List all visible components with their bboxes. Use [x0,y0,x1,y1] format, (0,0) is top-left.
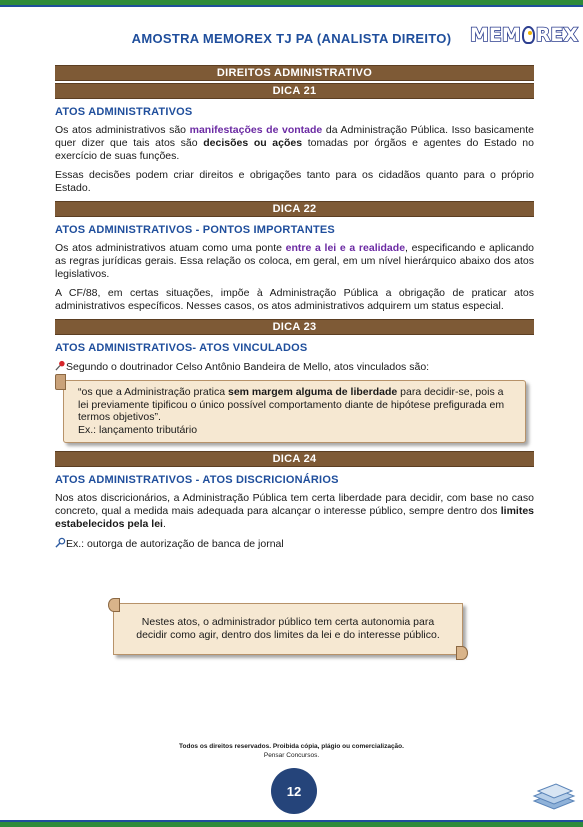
dica-22-bar: DICA 22 [55,201,534,217]
section-bar: DIREITOS ADMINISTRATIVO [55,65,534,81]
dica-22-paragraph-2: A CF/88, em certas situações, impõe à Administração Pública a obrigação de praticar atos administrativos específicos. Nesses casos, os atos administrativos adquirem um status especial. [55,287,534,312]
lightbulb-icon [522,26,535,44]
dica-24-bar: DICA 24 [55,451,534,467]
page-number: 12 [271,768,317,814]
document-title: AMOSTRA MEMOREX TJ PA (ANALISTA DIREITO) [131,31,452,46]
dica-21-paragraph-1: Os atos administrativos são manifestações de vontade da Administração Pública. Isso basicamente quer dizer que tais atos são decisões ou ações tomadas por órgãos e agentes do Estado no exercício de suas funções. [55,124,535,162]
quote-box: “os que a Administração pratica sem margem alguma de liberdade para decidir-se, pois a lei previamente tipificou o único possível comportamento diante de hipótese prefigurada em termos objetivos”. Ex.: lançamento tributário [63,380,526,443]
dica-24-paragraph-1: Nos atos discricionários, a Administração Pública tem certa liberdade para decidir, com base no caso concreto, qual a medida mais adequada para alcançar o interesse público, sempre dentro dos limites estabelecidos pela lei. [55,492,534,530]
quote-example: Ex.: lançamento tributário [78,423,198,436]
dica-23-heading: ATOS ADMINISTRATIVOS- ATOS VINCULADOS [55,342,308,354]
footer-brand: Pensar Concursos. [263,752,320,759]
stacked-books-icon [530,783,578,811]
dica-23-intro: Segundo o doutrinador Celso Antônio Bandeira de Mello, atos vinculados são: [55,360,534,374]
pushpin-icon [55,360,66,371]
magnifier-icon [55,537,66,548]
dica-24-heading: ATOS ADMINISTRATIVOS - ATOS DISCRICIONÁRIOS [55,474,339,486]
main-content [55,65,534,557]
top-border-accent [0,5,583,7]
memorex-logo [470,21,578,49]
dica-24-example: Ex.: outorga de autorização de banca de jornal [55,537,534,551]
dica-22-paragraph-1: Os atos administrativos atuam como uma ponte entre a lei e a realidade, especificando e aplicando as regras jurídicas gerais. Essa relação os coloca, em geral, em um nível hierárquico abaixo dos atos legislativos. [55,242,534,280]
dica-22-heading: ATOS ADMINISTRATIVOS - PONTOS IMPORTANTES [55,224,335,236]
dica-21-paragraph-2: Essas decisões podem criar direitos e obrigações tanto para os cidadãos quanto para o próprio Estado. [55,169,534,194]
dica-21-heading: ATOS ADMINISTRATIVOS [55,106,193,118]
bottom-border [0,822,583,827]
dica-23-bar: DICA 23 [55,319,534,335]
logo-text-left: MEM [470,24,521,46]
logo-text-right: REX [535,24,578,46]
footer-rights: Todos os direitos reservados. Proibida cópia, plágio ou comercialização. [179,743,404,750]
parchment-note: Nestes atos, o administrador público tem certa autonomia para decidir como agir, dentro dos limites da lei e do interesse público. [113,603,463,655]
dica-21-bar: DICA 21 [55,83,534,99]
